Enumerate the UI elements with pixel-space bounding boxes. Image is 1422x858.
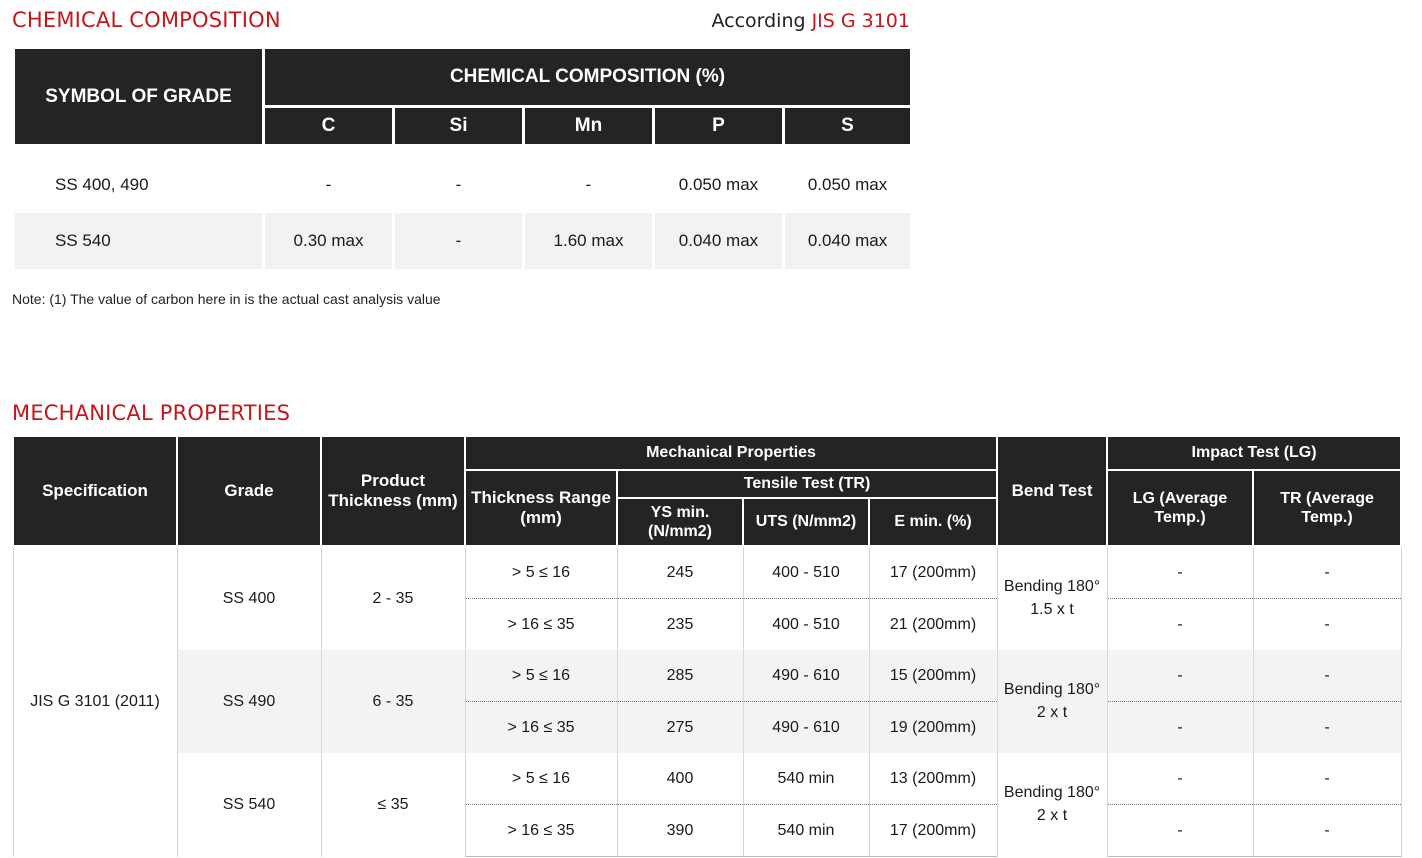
ys-cell: 400 <box>617 753 743 805</box>
according-text: According <box>711 10 806 32</box>
range-cell: > 5 ≤ 16 <box>465 753 617 805</box>
header-elong: E min. (%) <box>869 498 997 546</box>
value-cell: 0.040 max <box>784 213 912 269</box>
header-symbol-of-grade: SYMBOL OF GRADE <box>14 48 264 146</box>
according-label <box>711 10 910 32</box>
header-p: P <box>654 107 784 146</box>
bend-cell: Bending 180° 2 x t <box>997 753 1107 857</box>
thickness-cell: ≤ 35 <box>321 753 465 857</box>
table-row <box>14 213 912 269</box>
according-standard: JIS G 3101 <box>811 10 910 32</box>
uts-cell: 490 - 610 <box>743 650 869 702</box>
uts-cell: 490 - 610 <box>743 702 869 754</box>
thickness-cell: 6 - 35 <box>321 650 465 753</box>
elong-cell: 19 (200mm) <box>869 702 997 754</box>
header-impact-test: Impact Test (LG) <box>1107 436 1401 470</box>
header-mn: Mn <box>524 107 654 146</box>
bend-cell: Bending 180° 1.5 x t <box>997 546 1107 650</box>
specification-cell: JIS G 3101 (2011) <box>13 546 177 857</box>
uts-cell: 540 min <box>743 753 869 805</box>
uts-cell: 400 - 510 <box>743 599 869 651</box>
elong-cell: 13 (200mm) <box>869 753 997 805</box>
lg-cell: - <box>1107 753 1253 805</box>
ys-cell: 275 <box>617 702 743 754</box>
chemical-composition-title: CHEMICAL COMPOSITION <box>12 8 281 32</box>
range-cell: > 16 ≤ 35 <box>465 599 617 651</box>
chemical-composition-table <box>12 46 913 269</box>
elong-cell: 17 (200mm) <box>869 805 997 857</box>
header-chemical-composition: CHEMICAL COMPOSITION (%) <box>264 48 912 107</box>
lg-cell: - <box>1107 805 1253 857</box>
value-cell: 1.60 max <box>524 213 654 269</box>
bend-cell: Bending 180° 2 x t <box>997 650 1107 753</box>
value-cell: 0.050 max <box>654 157 784 213</box>
tr-cell: - <box>1253 805 1401 857</box>
range-cell: > 5 ≤ 16 <box>465 546 617 599</box>
tr-cell: - <box>1253 599 1401 651</box>
tr-cell: - <box>1253 702 1401 754</box>
value-cell: - <box>524 157 654 213</box>
value-cell: 0.30 max <box>264 213 394 269</box>
lg-cell: - <box>1107 546 1253 599</box>
ys-cell: 285 <box>617 650 743 702</box>
grade-cell: SS 400, 490 <box>14 157 264 213</box>
ys-cell: 390 <box>617 805 743 857</box>
value-cell: - <box>264 157 394 213</box>
header-product-thickness: Product Thickness (mm) <box>321 436 465 546</box>
header-thickness-range: Thickness Range (mm) <box>465 470 617 546</box>
grade-cell: SS 540 <box>177 753 321 857</box>
range-cell: > 16 ≤ 35 <box>465 702 617 754</box>
uts-cell: 540 min <box>743 805 869 857</box>
table-row <box>14 157 912 213</box>
value-cell: - <box>394 157 524 213</box>
header-tensile-test: Tensile Test (TR) <box>617 470 997 498</box>
ys-cell: 235 <box>617 599 743 651</box>
lg-cell: - <box>1107 650 1253 702</box>
header-mechanical-properties: Mechanical Properties <box>465 436 997 470</box>
header-tr: TR (Average Temp.) <box>1253 470 1401 546</box>
table-row <box>13 546 1401 599</box>
elong-cell: 15 (200mm) <box>869 650 997 702</box>
mechanical-properties-table <box>12 435 1402 857</box>
range-cell: > 5 ≤ 16 <box>465 650 617 702</box>
thickness-cell: 2 - 35 <box>321 546 465 650</box>
chemical-note: Note: (1) The value of carbon here in is the actual cast analysis value <box>12 291 441 307</box>
grade-cell: SS 400 <box>177 546 321 650</box>
tr-cell: - <box>1253 650 1401 702</box>
mechanical-properties-title: MECHANICAL PROPERTIES <box>12 401 291 425</box>
range-cell: > 16 ≤ 35 <box>465 805 617 857</box>
uts-cell: 400 - 510 <box>743 546 869 599</box>
ys-cell: 245 <box>617 546 743 599</box>
header-si: Si <box>394 107 524 146</box>
header-bend-test: Bend Test <box>997 436 1107 546</box>
value-cell: 0.050 max <box>784 157 912 213</box>
table-row <box>13 753 1401 805</box>
elong-cell: 17 (200mm) <box>869 546 997 599</box>
grade-cell: SS 540 <box>14 213 264 269</box>
tr-cell: - <box>1253 753 1401 805</box>
header-lg: LG (Average Temp.) <box>1107 470 1253 546</box>
table-row <box>13 650 1401 702</box>
grade-cell: SS 490 <box>177 650 321 753</box>
header-ys: YS min. (N/mm2) <box>617 498 743 546</box>
elong-cell: 21 (200mm) <box>869 599 997 651</box>
lg-cell: - <box>1107 702 1253 754</box>
header-specification: Specification <box>13 436 177 546</box>
tr-cell: - <box>1253 546 1401 599</box>
header-s: S <box>784 107 912 146</box>
header-c: C <box>264 107 394 146</box>
value-cell: - <box>394 213 524 269</box>
lg-cell: - <box>1107 599 1253 651</box>
header-uts: UTS (N/mm2) <box>743 498 869 546</box>
spacer <box>14 146 912 158</box>
value-cell: 0.040 max <box>654 213 784 269</box>
header-grade: Grade <box>177 436 321 546</box>
